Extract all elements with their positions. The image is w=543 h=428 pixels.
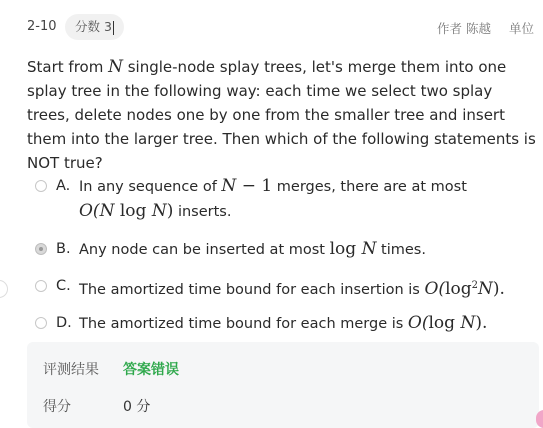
option-b[interactable]	[35, 237, 515, 261]
option-text: Any node can be inserted at most	[79, 242, 330, 258]
math-big-o: O(	[79, 201, 100, 221]
math-var: N	[99, 201, 115, 221]
author-label: 作者 陈越	[437, 21, 491, 36]
option-a-line2	[79, 199, 231, 224]
option-letter: A.	[56, 178, 71, 194]
math-log: log	[445, 278, 472, 299]
option-b-line	[79, 237, 426, 262]
option-c[interactable]	[35, 274, 515, 298]
option-a[interactable]	[35, 174, 515, 224]
math-var: N	[221, 176, 237, 196]
question-number: 2-10	[27, 19, 57, 34]
judge-result-panel	[27, 342, 539, 428]
math-paren: ).	[492, 278, 505, 299]
question-text	[27, 55, 539, 175]
math-paren: )	[166, 201, 174, 221]
result-label: 评测结果	[43, 362, 99, 378]
option-a-line1	[79, 174, 467, 199]
result-status: 答案错误	[123, 362, 179, 378]
option-b-radio-selected[interactable]	[35, 243, 47, 255]
text-caret	[113, 21, 114, 35]
option-d[interactable]	[35, 311, 515, 335]
math-expr: − 1	[236, 176, 273, 196]
unit-label: 单位	[508, 21, 534, 36]
math-big-o: O(	[424, 278, 446, 299]
option-c-line	[79, 274, 505, 302]
option-text: In any sequence of	[79, 179, 222, 195]
question-part2: single-node splay trees, let's merge them into one splay tree in the following way: each time we select two splay trees, delete nodes one by one from the smaller tree and insert them into the larger tree. Then which of the following statements is NOT true?	[27, 58, 536, 172]
option-a-radio[interactable]	[35, 180, 47, 192]
math-var-n: N	[108, 57, 123, 77]
floating-assist-button[interactable]	[536, 410, 543, 428]
score-label: 分数 3	[75, 19, 112, 34]
option-letter: B.	[56, 241, 71, 257]
math-superscript: 2	[471, 280, 478, 291]
math-var: N	[151, 201, 167, 221]
math-log: log	[428, 313, 461, 333]
left-scroll-marker	[0, 280, 8, 298]
option-d-radio[interactable]	[35, 317, 47, 329]
option-d-line	[79, 311, 487, 336]
math-var: N	[460, 313, 476, 333]
option-text: merges, there are at most	[272, 179, 467, 195]
math-var: N	[361, 239, 377, 259]
option-text: The amortized time bound for each merge is	[79, 316, 408, 332]
math-paren: ).	[475, 313, 488, 333]
option-letter: D.	[56, 315, 72, 331]
math-big-o: O(	[407, 313, 429, 333]
score-result-label: 得分	[43, 399, 71, 415]
question-part1: Start from	[27, 58, 109, 76]
option-text: The amortized time bound for each insertion is	[79, 281, 425, 298]
option-letter: C.	[56, 278, 71, 294]
math-log: log	[329, 239, 362, 259]
option-c-radio[interactable]	[35, 280, 47, 292]
math-var: N	[478, 278, 493, 299]
option-text: times.	[376, 242, 426, 258]
author-info	[437, 19, 534, 37]
math-log: log	[114, 201, 152, 221]
option-text: inserts.	[173, 204, 232, 220]
question-header	[0, 14, 543, 42]
score-badge	[65, 14, 124, 40]
score-result-value: 0 分	[123, 399, 151, 415]
